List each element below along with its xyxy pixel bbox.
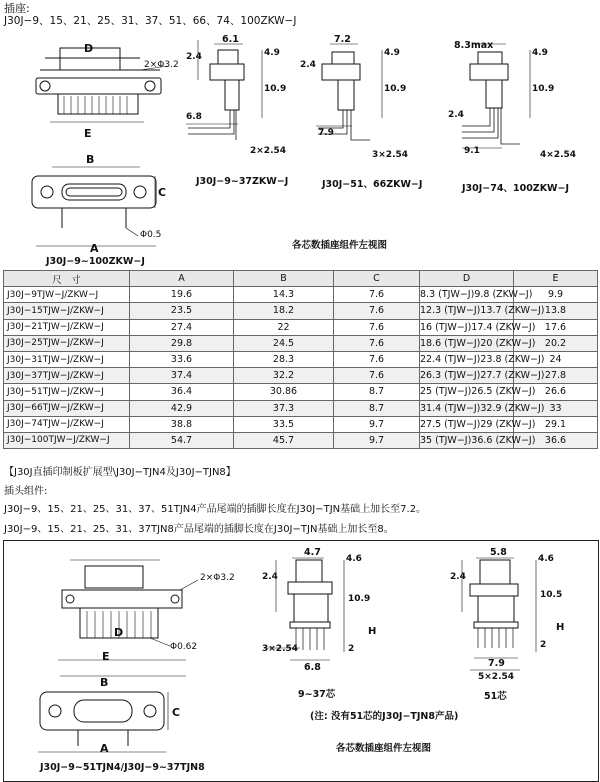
row-b: 18.2: [234, 303, 334, 319]
bside2-left-h: 2.4: [450, 572, 466, 582]
row-model: J30J−66TJW−J/ZKW−J: [4, 400, 130, 416]
bottom-front-caption: J30J−9~51TJN4/J30J−9~37TJN8: [40, 762, 205, 773]
row-e: 9.9: [514, 287, 598, 303]
tjn-series-heading: 【J30J直插印制板扩展型\J30J−TJN4及J30J−TJN8】: [4, 467, 236, 478]
side3-caption: J30J−74、100ZKW−J: [462, 183, 570, 194]
row-c: 7.6: [334, 351, 420, 367]
bside2-h1: 4.6: [538, 554, 554, 564]
row-e: 29.1: [514, 416, 598, 432]
bside2-width: 7.9: [488, 658, 505, 669]
row-b: 28.3: [234, 351, 334, 367]
row-a: 42.9: [130, 400, 234, 416]
front-caption: J30J−9~100ZKW−J: [46, 256, 145, 267]
row-e: 27.8: [514, 368, 598, 384]
front-dim-e: E: [84, 127, 92, 140]
side3-pitch: 4×2.54: [540, 150, 577, 160]
front-dim-d: D: [84, 42, 94, 55]
front-dim-b: B: [86, 153, 95, 166]
side3-h2: 10.9: [532, 84, 555, 94]
side2-lead: 7.9: [318, 128, 334, 138]
row-c: 7.6: [334, 319, 420, 335]
row-a: 37.4: [130, 368, 234, 384]
row-b: 14.3: [234, 287, 334, 303]
row-c: 7.6: [334, 303, 420, 319]
side1-caption: J30J−9~37ZKW−J: [196, 176, 289, 187]
row-a: 54.7: [130, 432, 234, 448]
row-e: 13.8: [514, 303, 598, 319]
bottom-hole-note: 2×Φ3.2: [200, 573, 235, 583]
row-c: 8.7: [334, 384, 420, 400]
side1-pitch: 2×2.54: [250, 146, 287, 156]
side3-top-width: 8.3max: [454, 40, 494, 51]
bside2-h3: 2: [540, 640, 547, 650]
bside1-pitch: 3×2.54: [262, 644, 299, 654]
row-b: 32.2: [234, 368, 334, 384]
row-d-tjw: 26.3 (TJW−J): [420, 370, 481, 382]
row-a: 36.4: [130, 384, 234, 400]
row-model: J30J−25TJW−J/ZKW−J: [4, 335, 130, 351]
row-d-tjw: 8.3 (TJW−J): [420, 289, 475, 301]
row-d-zkw: 13.7 (ZKW−J): [480, 305, 545, 317]
row-c: 9.7: [334, 432, 420, 448]
row-d-zkw: 32.9 (ZKW−J): [480, 402, 545, 414]
row-a: 33.6: [130, 351, 234, 367]
section-heading-socket: 插座:: [4, 2, 30, 15]
header-d: D: [420, 271, 514, 287]
side1-top-width: 6.1: [222, 34, 239, 45]
front-pin-note: Φ0.5: [140, 230, 162, 240]
row-c: 7.6: [334, 368, 420, 384]
row-e: 20.2: [514, 335, 598, 351]
row-d-zkw: 29 (ZKW−J): [480, 418, 536, 430]
header-a: A: [130, 271, 234, 287]
row-d-zkw: 9.8 (ZKW−J): [474, 289, 533, 301]
bside1-left-h: 2.4: [262, 572, 278, 582]
row-model: J30J−100TJW−J/ZKW−J: [4, 432, 130, 448]
front-dim-a: A: [90, 242, 99, 255]
side2-top-width: 7.2: [334, 34, 351, 45]
side2-h2: 10.9: [384, 84, 407, 94]
row-d-tjw: 22.4 (TJW−J): [420, 354, 481, 366]
tjn8-availability-note: (注: 没有51芯的J30J−TJN8产品): [310, 711, 459, 722]
row-model: J30J−31TJW−J/ZKW−J: [4, 351, 130, 367]
bside1-width: 6.8: [304, 662, 321, 673]
row-model: J30J−21TJW−J/ZKW−J: [4, 319, 130, 335]
row-d-zkw: 23.8 (ZKW−J): [480, 354, 545, 366]
side2-pitch: 3×2.54: [372, 150, 409, 160]
row-a: 38.8: [130, 416, 234, 432]
row-model: J30J−74TJW−J/ZKW−J: [4, 416, 130, 432]
row-b: 45.7: [234, 432, 334, 448]
side2-h1: 4.9: [384, 48, 400, 58]
row-b: 24.5: [234, 335, 334, 351]
tjn8-note: J30J−9、15、21、25、31、37TJN8产品尾端的插脚长度在J30J−TJN基础上加长至8。: [4, 524, 394, 535]
bottom-dim-b: B: [100, 676, 109, 689]
row-e: 36.6: [514, 432, 598, 448]
tjn4-note: J30J−9、15、21、25、31、37、51TJN4产品尾端的插脚长度在J30J−TJN基础上加长至7.2。: [4, 504, 427, 515]
row-c: 7.6: [334, 335, 420, 351]
row-a: 19.6: [130, 287, 234, 303]
bside1-h2: 10.9: [348, 594, 371, 604]
row-a: 29.8: [130, 335, 234, 351]
row-b: 30.86: [234, 384, 334, 400]
row-b: 22: [234, 319, 334, 335]
side1-left-h: 2.4: [186, 52, 202, 62]
row-d-tjw: 25 (TJW−J): [420, 386, 472, 398]
row-e: 17.6: [514, 319, 598, 335]
row-d-zkw: 36.6 (ZKW−J): [471, 434, 536, 446]
front-hole-note: 2×Φ3.2: [144, 60, 179, 70]
bside1-h-label: H: [368, 626, 377, 637]
row-d-tjw: 31.4 (TJW−J): [420, 402, 481, 414]
row-e: 24: [514, 351, 598, 367]
bside2-caption: 51芯: [484, 691, 507, 702]
row-e: 26.6: [514, 384, 598, 400]
header-c: C: [334, 271, 420, 287]
plug-assembly-label: 插头组件:: [4, 486, 48, 497]
header-b: B: [234, 271, 334, 287]
row-b: 37.3: [234, 400, 334, 416]
row-d-tjw: 12.3 (TJW−J): [420, 305, 481, 317]
side3-lead: 9.1: [464, 146, 480, 156]
row-a: 27.4: [130, 319, 234, 335]
row-model: J30J−51TJW−J/ZKW−J: [4, 384, 130, 400]
bside1-h3: 2: [348, 644, 355, 654]
bottom-dim-c: C: [172, 706, 181, 719]
side2-left-h: 2.4: [300, 60, 316, 70]
side1-h1: 4.9: [264, 48, 280, 58]
header-size: 尺 寸: [4, 271, 130, 287]
series-title: J30J−9、15、21、25、31、37、51、66、74、100ZKW−J: [4, 15, 297, 27]
row-c: 8.7: [334, 400, 420, 416]
header-e: E: [514, 271, 598, 287]
bside1-caption: 9~37芯: [298, 689, 336, 700]
bside2-pitch: 5×2.54: [478, 672, 515, 682]
row-e: 33: [514, 400, 598, 416]
side2-caption: J30J−51、66ZKW−J: [322, 179, 423, 190]
bottom-dim-e: E: [102, 650, 110, 663]
row-model: J30J−9TJW−J/ZKW−J: [4, 287, 130, 303]
side-views-caption: 各芯数插座组件左视图: [292, 240, 388, 251]
bside2-h-label: H: [556, 622, 565, 633]
row-d-tjw: 16 (TJW−J): [420, 321, 472, 333]
side3-h1: 4.9: [532, 48, 548, 58]
row-c: 9.7: [334, 416, 420, 432]
row-model: J30J−37TJW−J/ZKW−J: [4, 368, 130, 384]
row-model: J30J−15TJW−J/ZKW−J: [4, 303, 130, 319]
side1-h2: 10.9: [264, 84, 287, 94]
bside2-h2: 10.5: [540, 590, 563, 600]
bottom-dim-d: D: [114, 626, 124, 639]
row-d-zkw: 26.5 (ZKW−J): [471, 386, 536, 398]
row-a: 23.5: [130, 303, 234, 319]
bottom-dim-a: A: [100, 742, 109, 755]
row-c: 7.6: [334, 287, 420, 303]
row-d-tjw: 27.5 (TJW−J): [420, 418, 481, 430]
bside1-top-width: 4.7: [304, 547, 321, 558]
side3-left-h: 2.4: [448, 110, 464, 120]
row-d-zkw: 17.4 (ZKW−J): [471, 321, 536, 333]
row-d-tjw: 35 (TJW−J): [420, 434, 472, 446]
bside2-top-width: 5.8: [490, 547, 507, 558]
front-dim-c: C: [158, 186, 167, 199]
side1-lead: 6.8: [186, 112, 202, 122]
row-d-zkw: 27.7 (ZKW−J): [480, 370, 545, 382]
bottom-side-views-caption: 各芯数插座组件左视图: [336, 743, 432, 754]
bside1-h1: 4.6: [346, 554, 362, 564]
row-d-tjw: 18.6 (TJW−J): [420, 337, 481, 349]
bottom-pin-note: Φ0.62: [170, 642, 198, 652]
row-d-zkw: 20 (ZKW−J): [480, 337, 536, 349]
row-b: 33.5: [234, 416, 334, 432]
